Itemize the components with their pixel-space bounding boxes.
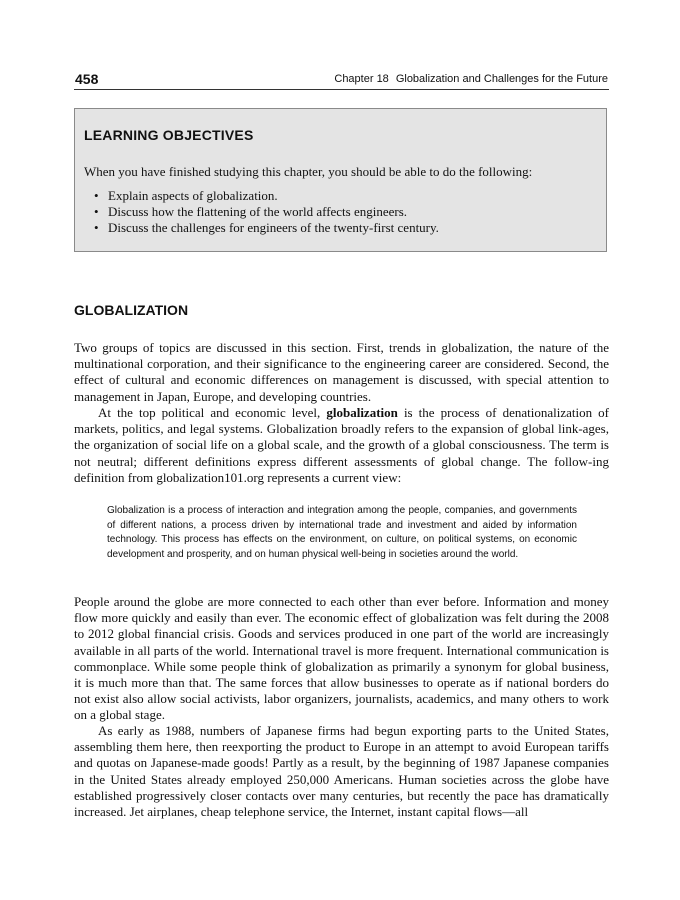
objective-item: • Discuss how the flattening of the world affects engineers.	[94, 204, 439, 220]
paragraph-definition-rest: is the process of denationalization of markets, politics, and legal systems. Globalization broadly refers to the expansion of global link-ages, the organization of social life on a global scale, and the growth of a global consciousness. The term is not neutral; different definitions express different assessments of global change. The follow-ing definition from globalization101.org represents a current view:	[74, 405, 609, 485]
objectives-title: LEARNING OBJECTIVES	[84, 127, 254, 143]
section-heading: GLOBALIZATION	[74, 302, 189, 318]
paragraph-japanese-firms: As early as 1988, numbers of Japanese firms had begun exporting parts to the United States, assembling them here, then reexporting the product to Europe in an attempt to avoid European tariffs and quotas on Japanese-made goods! Partly as a result, by the beginning of 1987 Japanese companies in the United States already employed 250,000 Americans. Human societies across the globe have established progressively closer contacts over many centuries, but recently the pace has dramatically increased. Jet airplanes, cheap telephone service, the Internet, instant capital flows—all	[74, 723, 609, 820]
objective-item: • Explain aspects of globalization.	[94, 188, 439, 204]
paragraph-intro: Two groups of topics are discussed in this section. First, trends in globalization, the nature of the multinational corporation, and their significance to the engineering career are considered. Second, the effect of cultural and economic differences on management is discussed, with special attention to management in Japan, Europe, and developing countries.	[74, 340, 609, 404]
paragraph-definition	[74, 405, 609, 486]
page-number: 458	[75, 71, 99, 87]
chapter-label: Chapter 18	[334, 73, 389, 85]
block-quote: Globalization is a process of interaction and integration among the people, companies, and governments of different nations, a process driven by international trade and investment and aided by information technology. This process has effects on the environment, on culture, on political systems, on economic development and prosperity, and on human physical well-being in societies around the world.	[107, 505, 577, 560]
paragraph-definition-lead: At the top political and economic level,	[98, 405, 327, 420]
objectives-list	[94, 188, 439, 236]
objectives-intro: When you have finished studying this chapter, you should be able to do the following:	[84, 164, 533, 179]
header-rule	[74, 89, 609, 90]
chapter-title: Globalization and Challenges for the Future	[395, 73, 608, 85]
running-head	[334, 73, 608, 85]
objective-item: • Discuss the challenges for engineers of the twenty-first century.	[94, 220, 439, 236]
key-term-globalization: globalization	[326, 405, 398, 420]
paragraph-connected: People around the globe are more connected to each other than ever before. Information and money flow more quickly and easily than ever. The economic effect of globalization was felt during the 2008 to 2012 global financial crisis. Goods and services produced in one part of the world are increasingly available in all parts of the world. International travel is more frequent. International communication is commonplace. While some people think of globalization as primarily a synonym for global business, it is much more than that. The same forces that allow businesses to operate as if national borders do not exist also allow social activists, labor organizers, journalists, academics, and many others to work on a global stage.	[74, 594, 609, 723]
learning-objectives-box	[74, 108, 607, 252]
